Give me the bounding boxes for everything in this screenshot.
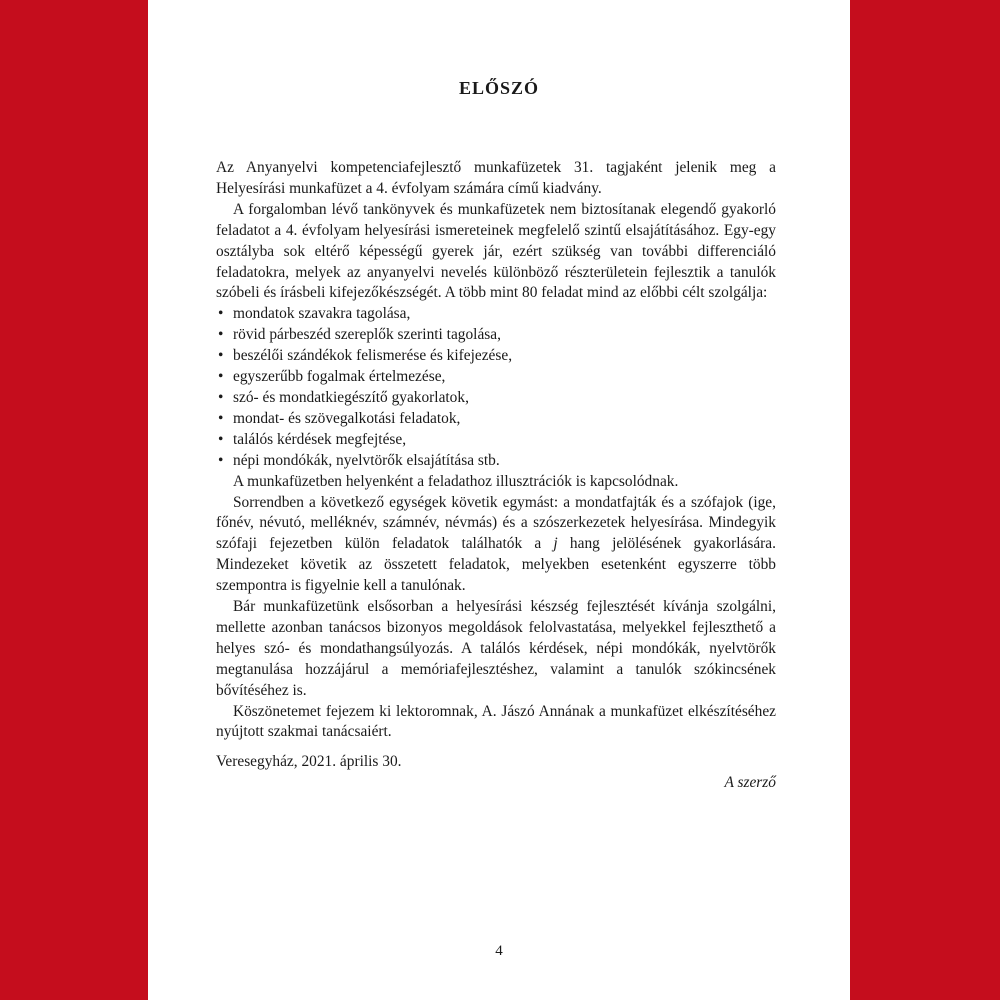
date-line: Veresegyház, 2021. április 30.	[216, 753, 402, 770]
document-page	[148, 0, 850, 1000]
bullet-icon: •	[218, 326, 224, 344]
list-item: • beszélői szándékok felismerése és kifejezése,	[216, 346, 776, 367]
list-item: • mondat- és szövegalkotási feladatok,	[216, 409, 776, 430]
preface-body	[216, 158, 776, 743]
list-item: • népi mondókák, nyelvtörők elsajátítása stb.	[216, 451, 776, 472]
bullet-icon: •	[218, 388, 224, 406]
paragraph-illustrations: A munkafüzetben helyenként a feladathoz illusztrációk is kapcsolódnak.	[233, 472, 679, 490]
bullet-icon: •	[218, 409, 224, 427]
paragraph-thanks: Köszönetemet fejezem ki lektoromnak, A. Jászó Annának a munkafüzet elkészítéséhez nyújtott szakmai tanácsaiért.	[216, 702, 776, 741]
task-list	[216, 304, 776, 471]
list-item: • mondatok szavakra tagolása,	[216, 304, 776, 325]
list-item: • találós kérdések megfejtése,	[216, 430, 776, 451]
bullet-icon: •	[218, 451, 224, 469]
list-item: • egyszerűbb fogalmak értelmezése,	[216, 367, 776, 388]
page-title: ELŐSZÓ	[458, 78, 540, 98]
paragraph-intro: Az Anyanyelvi kompetenciafejlesztő munkafüzetek 31. tagjaként jelenik meg a Helyesírási munkafüzet a 4. évfolyam számára című kiadvány.	[216, 159, 776, 197]
bullet-icon: •	[218, 305, 224, 323]
list-item: • rövid párbeszéd szereplők szerinti tagolása,	[216, 325, 776, 346]
page-number: 4	[495, 943, 503, 959]
paragraph-structure: Sorrendben a következő egységek követik egymást: a mondatfajták és a szófajok (ige, főnév, névutó, melléknév, számnév, névmás) és a szószerkezetek helyesírása. Mindegyik szófaji fejezetben külön feladatok találhatók a j hang jelölésének gyakorlására. Mindezeket követik az összetett feladatok, melyekben esetenként egyszerre több szempontra is figyelnie kell a tanulónak.	[216, 493, 776, 595]
bullet-icon: •	[218, 368, 224, 386]
bullet-icon: •	[218, 430, 224, 448]
list-item: • szó- és mondatkiegészítő gyakorlatok,	[216, 388, 776, 409]
letter-j: j	[553, 535, 558, 553]
author-signature: A szerző	[724, 774, 776, 791]
bullet-icon: •	[218, 347, 224, 365]
paragraph-goals: Bár munkafüzetünk elsősorban a helyesírási készség fejlesztését kívánja szolgálni, mellette azonban tanácsos bizonyos megoldások felolvastatása, melyekkel fejleszthető a helyes szó- és mondathangsúlyozás. A találós kérdések, népi mondókák, nyelvtörők megtanulása hozzájárul a memóriafejlesztéshez, valamint a tanulók szókincsének bővítéséhez is.	[216, 598, 776, 699]
paragraph-purpose: A forgalomban lévő tankönyvek és munkafüzetek nem biztosítanak elegendő gyakorló feladatot a 4. évfolyam helyesírási ismereteinek megfelelő szintű elsajátításához. Egy-egy osztályba sok eltérő képességű gyerek jár, ezért szükség van további differenciáló feladatokra, melyek az anyanyelvi nevelés különböző részterületein fejlesztik a tanulók szóbeli és írásbeli kifejezőkészségét. A több mint 80 feladat mind az előbbi célt szolgálja:	[216, 200, 776, 302]
